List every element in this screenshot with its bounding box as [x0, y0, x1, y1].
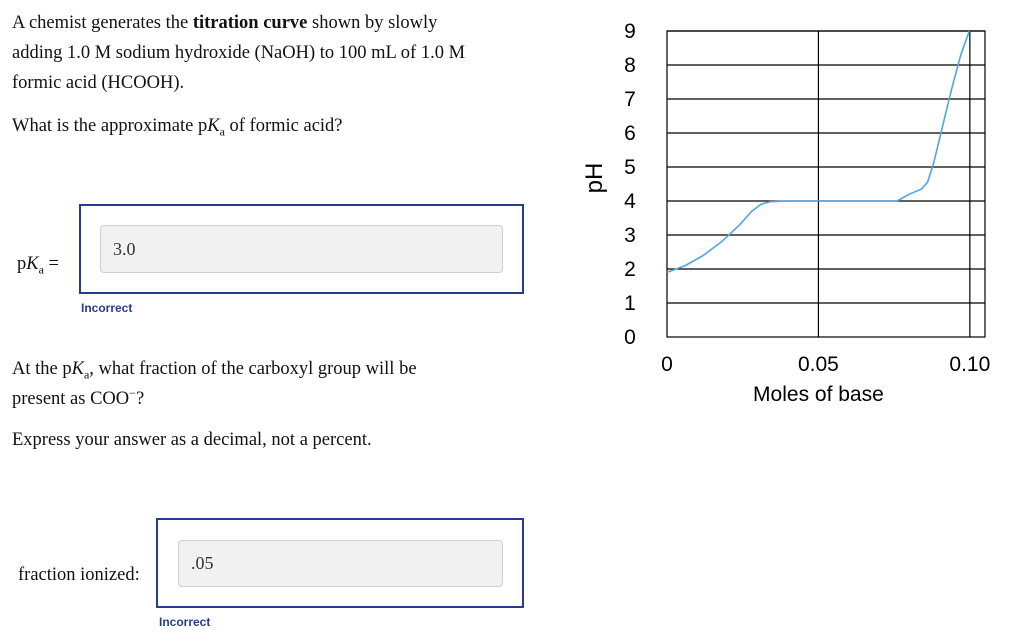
y-tick-label: 2 — [624, 258, 636, 281]
question2-instruction: Express your answer as a decimal, not a percent. — [12, 430, 372, 450]
pka-label-eq: = — [43, 254, 59, 274]
pka-label — [17, 254, 59, 275]
fraction-label: fraction ionized: — [18, 565, 140, 585]
y-tick-label: 0 — [624, 326, 636, 349]
x-tick-labels — [661, 353, 990, 376]
y-tick-label: 8 — [624, 54, 636, 77]
y-axis-label: pH — [581, 162, 608, 194]
x-tick-label: 0.10 — [949, 353, 991, 376]
y-tick-label: 6 — [624, 122, 636, 145]
q2-sup: − — [129, 385, 136, 400]
q2-line1-post: , what fraction of the carboxyl group will be — [89, 359, 417, 379]
fraction-feedback: Incorrect — [159, 615, 211, 629]
fraction-input[interactable] — [178, 540, 503, 587]
pka-label-p: p — [17, 254, 27, 274]
y-tick-label: 4 — [624, 190, 636, 213]
y-tick-label: 9 — [624, 20, 636, 43]
question1-line3: formic acid (HCOOH). — [12, 73, 185, 93]
prompt-sub: a — [219, 124, 225, 139]
question1-line1-end: shown by slowly — [307, 13, 438, 33]
pka-input[interactable] — [100, 225, 503, 273]
question1-prompt — [12, 111, 343, 141]
q2-line1-pre: At the p — [12, 359, 72, 379]
q2-line2-post: ? — [135, 389, 145, 409]
plot-frame — [667, 31, 985, 337]
q2-sub: a — [83, 367, 90, 382]
pka-feedback: Incorrect — [81, 301, 133, 315]
x-axis-label: Moles of base — [753, 383, 884, 406]
question1-text — [12, 8, 465, 98]
q2-k: K — [71, 359, 84, 379]
q2-line2-pre: present as COO — [12, 389, 130, 409]
pka-label-sub: a — [38, 262, 44, 277]
question2-text — [12, 354, 417, 414]
y-tick-label: 3 — [624, 224, 636, 247]
prompt-post: of formic acid? — [224, 116, 343, 136]
y-tick-label: 1 — [624, 292, 636, 315]
x-tick-label: 0.05 — [797, 353, 839, 376]
prompt-k: K — [207, 116, 220, 136]
question1-line1: A chemist generates the — [12, 13, 193, 33]
titration-chart — [580, 10, 1010, 430]
y-tick-label: 7 — [624, 88, 636, 111]
chart-grid — [667, 31, 985, 337]
question1-line2: adding 1.0 M sodium hydroxide (NaOH) to 100 mL of 1.0 M — [12, 43, 466, 63]
pka-label-k: K — [26, 254, 39, 274]
prompt-pre: What is the approximate p — [12, 116, 208, 136]
x-tick-label: 0 — [661, 353, 673, 376]
y-tick-label: 5 — [624, 156, 636, 179]
titration-curve-term: titration curve — [192, 13, 308, 33]
y-tick-labels — [624, 20, 636, 349]
